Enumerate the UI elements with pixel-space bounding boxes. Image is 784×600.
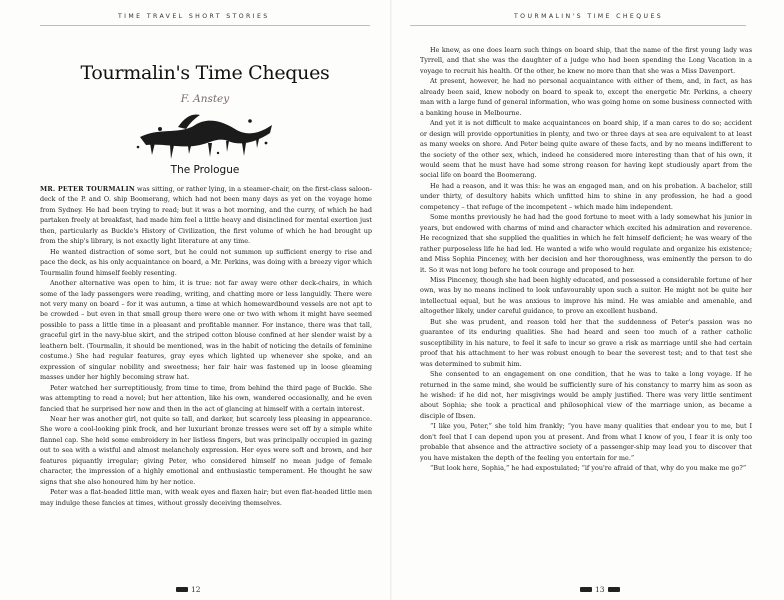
- running-head-right: TOURMALIN'S TIME CHEQUES: [514, 13, 664, 20]
- paragraph: Near her was another girl, not quite so tall, and darker, but scarcely less pleasing in appearance. She wore a cool-looking pink frock, and her luxuriant bronze tresses were set off by a simple white flannel cap. She held some embroidery in her listless fingers, but was principally occupied in gazing out to sea with a wistful and almost melancholy expression. Her eyes were soft and brown, and her features piquantly irregular; giving Peter, who considered himself no mean judge of female character, the impression of a highly emotional and enthusiastic temperament. He thought he saw signs that she also honoured him by her notice.: [40, 414, 372, 486]
- paragraph: Some months previously he had had the good fortune to meet with a lady somewhat his junior in years, but endowed with charms of mind and character which excited his admiration and reverence. He recognized that she supplied the qualities in which he felt himself deficient; he was weary of the rather purposeless life he had led. He wanted a wife who would regulate and organize his existence; and Miss Sophia Pinceney, with her decision and her thoroughness, was eminently the person to do it. So it was not long before he took courage and proposed to her.: [420, 213, 752, 274]
- paragraph: “I like you, Peter,” she told him frankly; “you have many qualities that endear you to me, but I don't feel that I can depend upon you at present. And from what I know of you, I fear it is only too probable that absence and the attractive society of a passenger-ship may lead you to discover that you have mistaken the depth of the feeling you entertain for me.”: [420, 422, 752, 462]
- paragraph: But she was prudent, and reason told her that the suddenness of Peter's passion was no guarantee of its enduring qualities. She had heard and seen too much of a rather catholic susceptibility in his nature, to feel it safe to incur so grave a risk as marriage until she had certain proof that his attachment to her was robust enough to bear the severest test; and to that test she was determined to submit him.: [420, 317, 752, 368]
- page-number-left: [176, 585, 201, 594]
- paragraph: He wanted distraction of some sort, but he could not summon up sufficient energy to rise and pace the deck, as his only acquaintance on board, a Mr. Perkins, was doing with a breezy vigor which Tourmalin found himself feebly resenting.: [40, 247, 372, 277]
- header-rule-left: [40, 25, 370, 26]
- body-text-left: [40, 184, 372, 508]
- paragraph: Peter watched her surreptitiously, from time to time, from behind the third page of Buckle. She was attempting to read a novel; but her attention, like his own, wandered occasionally, and he even fancied that he surprised her now and then in the act of glancing at himself with a certain interest.: [40, 383, 372, 413]
- folio-ornament-icon: [580, 587, 592, 592]
- paragraph: Miss Pinceney, though she had been highly educated, and possessed a considerable fortune of her own, was by no means inclined to look unfavourably upon such a suitor. He might not be quite her intellectual equal, but he was anxious to improve his mind. He was amiable and amenable, and altogether likely, under careful guidance, to prove an excellent husband.: [420, 275, 752, 316]
- folio-ornament-icon: [608, 587, 620, 592]
- running-head-left: TIME TRAVEL SHORT STORIES: [118, 13, 270, 20]
- folio-ornament-icon: [176, 587, 188, 592]
- ink-splash-ornament-icon: [130, 107, 280, 161]
- paragraph: At present, however, he had no personal acquaintance with either of them, and, in fact, as has already been said, knew nobody on board to speak to, except the energetic Mr. Perkins, a cheery man with a large fund of general information, who was going home on some business connected with a banking house in Melbourne.: [420, 77, 752, 117]
- section-title: The Prologue: [170, 164, 240, 176]
- page-number-right: [580, 585, 620, 594]
- header-rule-right: [410, 25, 746, 26]
- paragraph: “But look here, Sophia,” he had expostulated; “if you're afraid of that, why do you make me go?”: [430, 464, 747, 473]
- page-number: 13: [595, 585, 605, 594]
- story-title: Tourmalin's Time Cheques: [80, 62, 330, 84]
- page-number: 12: [191, 585, 201, 594]
- paragraph: He knew, as one does learn such things on board ship, that the name of the first young lady was Tyrrell, and that she was the daughter of a judge who had been spending the Long Vacation in a voyage to recruit his health. Of the other, he knew no more than that she was a Miss Davenport.: [420, 46, 752, 75]
- paragraph: Peter was a flat-headed little man, with weak eyes and flaxen hair; but even flat-headed little men may indulge these fancies at times, without grossly deceiving themselves.: [40, 488, 372, 507]
- paragraph: And yet it is not difficult to make acquaintances on board ship, if a man cares to do so; accident or design will provide opportunities in plenty, and two or three days at sea are equivalent to at least as many weeks on shore. And Peter being quite aware of these facts, and by no means indifferent to the society of the other sex, which, indeed he considered more interesting than that of his own, it would seem that he must have had some strong reason for having kept studiously apart from the social life on board the Boomerang.: [420, 119, 752, 180]
- paragraph: Another alternative was open to him, it is true: not far away were other deck-chairs, in which some of the lady passengers were reading, writing, and chatting more or less languidly. There were not very many on board – for it was autumn, a time at which homewardbound vessels are not apt to be crowded – but even in that small group there were one or two with whom it might have seemed possible to pass a little time in a pleasant and profitable manner. For instance, there was that tall, graceful girl in the navy-blue skirt, and the striped cotton blouse confined at her slender waist by a leathern belt. (Tourmalin, it should be mentioned, was in the habit of noticing the details of feminine costume.) She had regular features, gray eyes which lighted up whenever she spoke, and an expression of singular nobility and sweetness; her fair hair was fastened up in loose gleaming masses under her highly becoming straw hat.: [40, 279, 372, 382]
- body-text-right: [420, 45, 752, 474]
- paragraph: [40, 184, 372, 247]
- paragraph: She consented to an engagement on one condition, that he was to take a long voyage. If he returned in the same mind, she would be sufficiently sure of his constancy to marry him as soon as he wished: if he did not, her misgivings would be amply justified. There was very little sentiment about Sophia; she took a practical and philosophical view of the marriage union, as became a disciple of Ibsen.: [420, 370, 752, 420]
- lead-in: MR. PETER TOURMALIN: [40, 185, 135, 193]
- story-author: F. Anstey: [180, 93, 230, 105]
- paragraph: He had a reason, and it was this: he was an engaged man, and on his probation. A bachelor, still under thirty, of desultory habits which unfitted him to shine in any profession, he had a good competency – that refuge of the incompetent – which made him independent.: [420, 181, 752, 211]
- paragraph-text: was sitting, or rather lying, in a steamer-chair, on the first-class saloon-deck of the P. and O. ship Boomerang, which had not been many days as yet on the voyage home from Sydney. He had been trying to read; but it was a hot morning, and the curry, of which he had partaken freely at breakfast, had made him feel a little heavy and disinclined for mental exertion just then, particularly as Buckle's History of Civilization, the first volume of which he had brought up from the ship's library, is not exactly light literature at any time.: [40, 185, 372, 246]
- right-page: [392, 0, 784, 600]
